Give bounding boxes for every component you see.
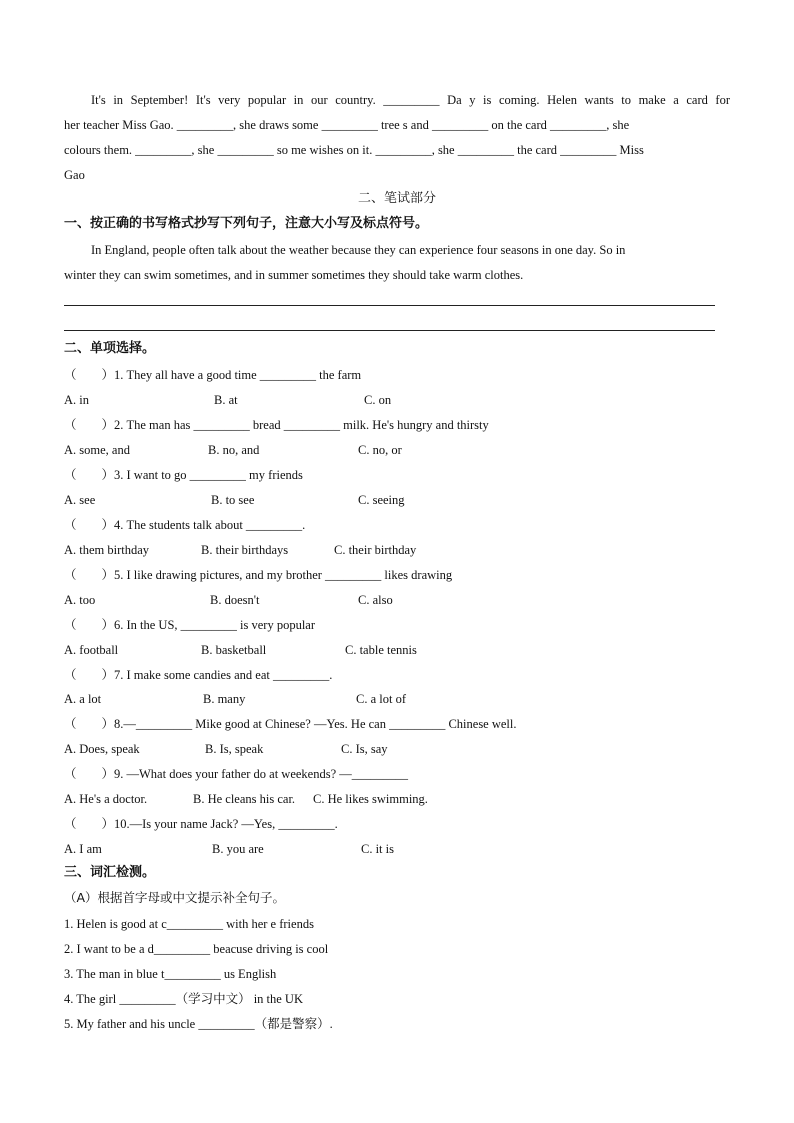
writing-line-2[interactable] bbox=[64, 330, 715, 331]
q3-option-a[interactable]: A. see bbox=[64, 493, 96, 507]
q5-option-a[interactable]: A. too bbox=[64, 593, 96, 607]
q1-option-c[interactable]: C. on bbox=[364, 393, 392, 407]
q1-option-b[interactable]: B. at bbox=[214, 393, 238, 407]
passage-line-2: her teacher Miss Gao. _________, she draws some _________ tree s and _________ on the card _________, she bbox=[64, 118, 630, 132]
q8-option-b[interactable]: B. Is, speak bbox=[205, 742, 264, 756]
q7-option-a[interactable]: A. a lot bbox=[64, 692, 102, 706]
q10-option-b[interactable]: B. you are bbox=[212, 842, 264, 856]
section-2-title: 二、单项选择。 bbox=[64, 341, 156, 356]
vocab-item-2: 2. I want to be a d_________ beacuse driving is cool bbox=[64, 942, 329, 956]
q5-option-c[interactable]: C. also bbox=[358, 593, 393, 607]
q9-option-a[interactable]: A. He's a doctor. bbox=[64, 792, 148, 806]
q7-option-c[interactable]: C. a lot of bbox=[356, 692, 406, 706]
vocab-item-4: 4. The girl _________（学习中文） in the UK bbox=[64, 992, 303, 1006]
question-5: （ ）5. I like drawing pictures, and my brother _________ likes drawing bbox=[64, 568, 453, 582]
q8-option-c[interactable]: C. Is, say bbox=[341, 742, 388, 756]
q3-option-b[interactable]: B. to see bbox=[211, 493, 255, 507]
section-1-text-line-1: In England, people often talk about the weather because they can experience four seasons in one day. So in bbox=[91, 243, 626, 257]
passage-line-4: Gao bbox=[64, 168, 85, 182]
question-2: （ ）2. The man has _________ bread _________ milk. He's hungry and thirsty bbox=[64, 418, 489, 432]
q10-option-c[interactable]: C. it is bbox=[361, 842, 394, 856]
q6-option-c[interactable]: C. table tennis bbox=[345, 643, 417, 657]
question-6: （ ）6. In the US, _________ is very popular bbox=[64, 618, 316, 632]
q2-option-b[interactable]: B. no, and bbox=[208, 443, 260, 457]
section-1-title: 一、按正确的书写格式抄写下列句子，注意大小写及标点符号。 bbox=[64, 216, 429, 231]
q9-option-b[interactable]: B. He cleans his car. bbox=[193, 792, 296, 806]
q7-option-b[interactable]: B. many bbox=[203, 692, 246, 706]
q4-option-b[interactable]: B. their birthdays bbox=[201, 543, 289, 557]
q5-option-b[interactable]: B. doesn't bbox=[210, 593, 260, 607]
section-3-subtitle: （A）根据首字母或中文提示补全句子。 bbox=[64, 890, 286, 905]
section-1-text-line-2: winter they can swim sometimes, and in summer sometimes they should take warm clothes. bbox=[64, 268, 524, 282]
question-7: （ ）7. I make some candies and eat _________. bbox=[64, 668, 333, 682]
q4-option-a[interactable]: A. them birthday bbox=[64, 543, 150, 557]
q2-option-a[interactable]: A. some, and bbox=[64, 443, 130, 457]
question-1: （ ）1. They all have a good time _________ the farm bbox=[64, 368, 362, 382]
question-8: （ ）8.—_________ Mike good at Chinese? —Yes. He can _________ Chinese well. bbox=[64, 717, 517, 731]
section-3-title: 三、词汇检测。 bbox=[64, 865, 156, 880]
q4-option-c[interactable]: C. their birthday bbox=[334, 543, 417, 557]
writing-line-1[interactable] bbox=[64, 305, 715, 306]
vocab-item-1: 1. Helen is good at c_________ with her e friends bbox=[64, 917, 314, 931]
q2-option-c[interactable]: C. no, or bbox=[358, 443, 402, 457]
question-3: （ ）3. I want to go _________ my friends bbox=[64, 468, 303, 482]
question-9: （ ）9. —What does your father do at weekends? —_________ bbox=[64, 767, 409, 781]
passage-line-1: It's in September! It's very popular in our country. _________ Da y is coming. Helen wants to make a card for bbox=[91, 93, 730, 107]
question-4: （ ）4. The students talk about _________. bbox=[64, 518, 306, 532]
q6-option-b[interactable]: B. basketball bbox=[201, 643, 267, 657]
q8-option-a[interactable]: A. Does, speak bbox=[64, 742, 140, 756]
q3-option-c[interactable]: C. seeing bbox=[358, 493, 405, 507]
written-part-title: 二、笔试部分 bbox=[357, 191, 436, 206]
q6-option-a[interactable]: A. football bbox=[64, 643, 119, 657]
question-10: （ ）10.—Is your name Jack? —Yes, _________. bbox=[64, 817, 338, 831]
vocab-item-3: 3. The man in blue t_________ us English bbox=[64, 967, 277, 981]
passage-line-3: colours them. _________, she _________ so me wishes on it. _________, she _________ the card _________ Miss bbox=[64, 143, 644, 157]
q1-option-a[interactable]: A. in bbox=[64, 393, 89, 407]
q9-option-c[interactable]: C. He likes swimming. bbox=[313, 792, 428, 806]
q10-option-a[interactable]: A. I am bbox=[64, 842, 102, 856]
vocab-item-5: 5. My father and his uncle _________（都是警察）. bbox=[64, 1017, 333, 1031]
